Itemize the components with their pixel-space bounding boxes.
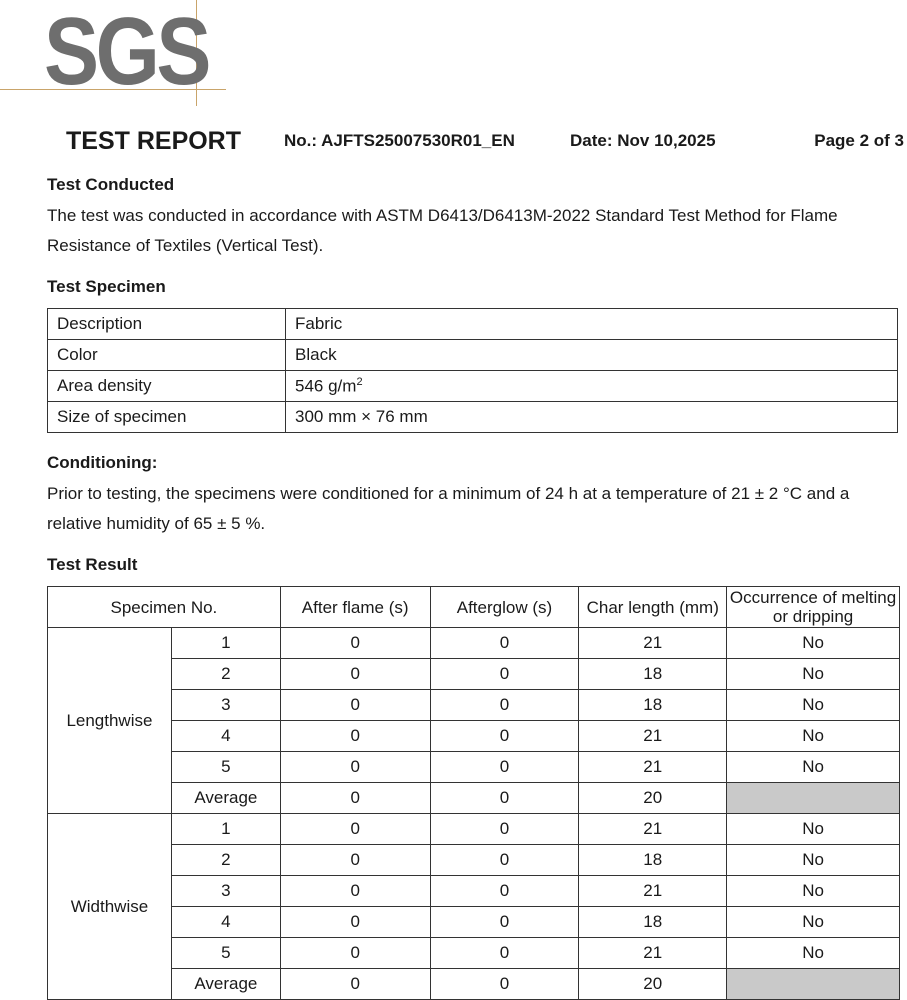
specimen-value-text: Fabric <box>295 314 343 333</box>
report-number: No.: AJFTS25007530R01_EN <box>284 131 515 150</box>
char-length-cell: 21 <box>579 752 727 783</box>
specimen-no-cell: 4 <box>171 721 280 752</box>
melting-cell: No <box>727 845 900 876</box>
melting-cell <box>727 783 900 814</box>
result-row <box>48 814 900 845</box>
specimen-no-cell: Average <box>171 969 280 1000</box>
report-date: Date: Nov 10,2025 <box>570 131 716 150</box>
specimen-label: Size of specimen <box>48 402 286 433</box>
specimen-no-cell: 5 <box>171 938 280 969</box>
after-flame-cell: 0 <box>280 659 430 690</box>
melting-cell <box>727 969 900 1000</box>
afterglow-cell: 0 <box>430 907 579 938</box>
afterglow-cell: 0 <box>430 721 579 752</box>
specimen-no-cell: 1 <box>171 814 280 845</box>
after-flame-cell: 0 <box>280 876 430 907</box>
specimen-no-cell: 1 <box>171 628 280 659</box>
report-title: TEST REPORT <box>66 127 242 155</box>
after-flame-cell: 0 <box>280 721 430 752</box>
result-table <box>47 586 900 1000</box>
specimen-row <box>48 309 898 340</box>
conditioning-heading: Conditioning: <box>47 453 158 472</box>
melting-cell: No <box>727 907 900 938</box>
specimen-no-cell: Average <box>171 783 280 814</box>
result-row <box>48 938 900 969</box>
result-row <box>48 907 900 938</box>
char-length-cell: 21 <box>579 938 727 969</box>
char-length-cell: 21 <box>579 814 727 845</box>
char-length-cell: 21 <box>579 876 727 907</box>
specimen-value <box>286 371 898 402</box>
after-flame-cell: 0 <box>280 628 430 659</box>
result-row <box>48 659 900 690</box>
specimen-label: Area density <box>48 371 286 402</box>
specimen-label: Description <box>48 309 286 340</box>
melting-cell: No <box>727 938 900 969</box>
afterglow-cell: 0 <box>430 783 579 814</box>
char-length-cell: 20 <box>579 783 727 814</box>
sgs-logo <box>0 0 230 110</box>
char-length-cell: 18 <box>579 907 727 938</box>
specimen-no-cell: 5 <box>171 752 280 783</box>
result-row <box>48 690 900 721</box>
col-header-after-flame: After flame (s) <box>280 587 430 628</box>
col-header-melting: Occurrence of melting or dripping <box>727 587 900 628</box>
result-row <box>48 752 900 783</box>
afterglow-cell: 0 <box>430 845 579 876</box>
conditioning-text: Prior to testing, the specimens were conditioned for a minimum of 24 h at a temperature of 21 ± 2 °C and a relative humidity of 65 ± 5 %. <box>47 484 850 533</box>
specimen-no-cell: 4 <box>171 907 280 938</box>
logo-wordmark: SGS <box>44 0 209 105</box>
char-length-cell: 20 <box>579 969 727 1000</box>
report-header <box>0 127 907 157</box>
group-label: Lengthwise <box>48 628 172 814</box>
afterglow-cell: 0 <box>430 938 579 969</box>
melting-cell: No <box>727 659 900 690</box>
result-row <box>48 783 900 814</box>
afterglow-cell: 0 <box>430 969 579 1000</box>
page-indicator: Page 2 of 3 <box>814 131 904 150</box>
result-header-row <box>48 587 900 628</box>
specimen-no-cell: 3 <box>171 690 280 721</box>
melting-cell: No <box>727 752 900 783</box>
specimen-value <box>286 340 898 371</box>
char-length-cell: 21 <box>579 628 727 659</box>
afterglow-cell: 0 <box>430 690 579 721</box>
col-header-char-length: Char length (mm) <box>579 587 727 628</box>
melting-cell: No <box>727 721 900 752</box>
after-flame-cell: 0 <box>280 690 430 721</box>
after-flame-cell: 0 <box>280 938 430 969</box>
specimen-row <box>48 371 898 402</box>
test-result-heading: Test Result <box>47 555 138 574</box>
specimen-value-text: 546 g/m <box>295 376 357 396</box>
afterglow-cell: 0 <box>430 659 579 690</box>
melting-cell: No <box>727 876 900 907</box>
melting-cell: No <box>727 690 900 721</box>
specimen-table <box>47 308 898 433</box>
melting-cell: No <box>727 628 900 659</box>
melting-cell: No <box>727 814 900 845</box>
char-length-cell: 21 <box>579 721 727 752</box>
specimen-row <box>48 402 898 433</box>
specimen-value-text: 300 mm × 76 mm <box>295 407 428 426</box>
afterglow-cell: 0 <box>430 752 579 783</box>
result-row <box>48 969 900 1000</box>
specimen-no-cell: 2 <box>171 845 280 876</box>
specimen-label: Color <box>48 340 286 371</box>
after-flame-cell: 0 <box>280 783 430 814</box>
result-row <box>48 876 900 907</box>
char-length-cell: 18 <box>579 845 727 876</box>
afterglow-cell: 0 <box>430 628 579 659</box>
after-flame-cell: 0 <box>280 845 430 876</box>
group-label: Widthwise <box>48 814 172 1000</box>
char-length-cell: 18 <box>579 690 727 721</box>
col-header-specimen: Specimen No. <box>48 587 281 628</box>
col-header-afterglow: Afterglow (s) <box>430 587 579 628</box>
after-flame-cell: 0 <box>280 907 430 938</box>
after-flame-cell: 0 <box>280 752 430 783</box>
result-row <box>48 845 900 876</box>
afterglow-cell: 0 <box>430 814 579 845</box>
afterglow-cell: 0 <box>430 876 579 907</box>
unit-superscript: 2 <box>356 375 363 388</box>
test-conducted-heading: Test Conducted <box>47 175 175 194</box>
result-row <box>48 721 900 752</box>
specimen-no-cell: 3 <box>171 876 280 907</box>
specimen-value <box>286 402 898 433</box>
test-conducted-text: The test was conducted in accordance with ASTM D6413/D6413M-2022 Standard Test Method for Flame Resistance of Textiles (Vertical Test). <box>47 206 838 255</box>
specimen-value <box>286 309 898 340</box>
after-flame-cell: 0 <box>280 814 430 845</box>
result-row <box>48 628 900 659</box>
specimen-row <box>48 340 898 371</box>
char-length-cell: 18 <box>579 659 727 690</box>
specimen-value-text: Black <box>295 345 337 364</box>
specimen-no-cell: 2 <box>171 659 280 690</box>
after-flame-cell: 0 <box>280 969 430 1000</box>
test-specimen-heading: Test Specimen <box>47 277 166 296</box>
